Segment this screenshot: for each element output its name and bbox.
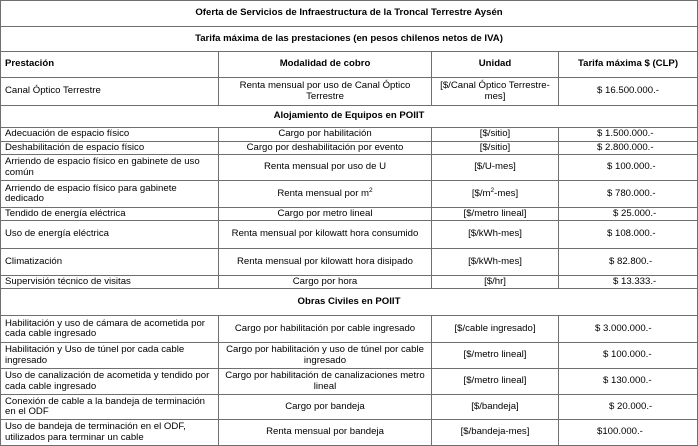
tarifa-value: $ 130.000.-	[603, 375, 652, 387]
tarifa-value: $ 3.000.000.-	[595, 322, 652, 334]
cell-prestacion: Uso de bandeja de terminación en el ODF, utilizados para terminar un cable	[1, 420, 219, 446]
column-header-modalidad: Modalidad de cobro	[219, 52, 432, 78]
unidad-text: [$/m	[471, 187, 491, 199]
table-row	[1, 208, 698, 221]
tarifa-value: $ 108.000.-	[607, 228, 656, 240]
cell-tarifa	[559, 128, 698, 142]
column-header-tarifa: Tarifa máxima $ (CLP)	[559, 52, 698, 78]
cell-tarifa	[559, 142, 698, 155]
cell-prestacion: Canal Óptico Terrestre	[1, 78, 219, 106]
cell-prestacion: Deshabilitación de espacio físico	[1, 142, 219, 155]
cell-tarifa	[559, 78, 698, 106]
cell-unidad: [$/hr]	[432, 276, 559, 289]
tarifa-value: $ 1.500.000.-	[597, 128, 654, 140]
tarifa-value: $ 100.000.-	[603, 349, 652, 361]
cell-tarifa	[559, 221, 698, 249]
cell-prestacion: Climatización	[1, 249, 219, 276]
table-row	[1, 395, 698, 420]
cell-tarifa	[559, 369, 698, 395]
table-row	[1, 128, 698, 142]
table-row	[1, 316, 698, 343]
column-header-unidad: Unidad	[432, 52, 559, 78]
cell-prestacion: Conexión de cable a la bandeja de terminación en el ODF	[1, 395, 219, 420]
table-row	[1, 221, 698, 249]
section-row	[1, 289, 698, 316]
cell-prestacion: Habilitación y uso de cámara de acometida por cada cable ingresado	[1, 316, 219, 343]
cell-unidad: [$/metro lineal]	[432, 343, 559, 369]
modalidad-text: Renta mensual por m	[277, 187, 370, 199]
cell-unidad: [$/bandeja-mes]	[432, 420, 559, 446]
cell-unidad: [$/cable ingresado]	[432, 316, 559, 343]
cell-unidad: [$/Canal Óptico Terrestre-mes]	[432, 78, 559, 106]
table-row	[1, 369, 698, 395]
table-row	[1, 155, 698, 181]
cell-unidad: [$/metro lineal]	[432, 369, 559, 395]
cell-modalidad: Renta mensual por uso de Canal Óptico Terrestre	[219, 78, 432, 106]
cell-prestacion: Tendido de energía eléctrica	[1, 208, 219, 221]
tarifa-value: $ 20.000.-	[609, 400, 653, 412]
cell-modalidad: Cargo por deshabilitación por evento	[219, 142, 432, 155]
cell-modalidad: Renta mensual por uso de U	[219, 155, 432, 181]
tarifa-value: $100.000.-	[597, 426, 643, 438]
table-row	[1, 343, 698, 369]
title-row	[1, 1, 698, 27]
table-row	[1, 181, 698, 208]
cell-tarifa	[559, 249, 698, 276]
cell-modalidad: Cargo por habilitación y uso de túnel por cable ingresado	[219, 343, 432, 369]
tarifa-value: $ 25.000.-	[613, 207, 657, 219]
cell-modalidad	[219, 181, 432, 208]
cell-tarifa	[559, 420, 698, 446]
column-header-prestacion: Prestación	[1, 52, 219, 78]
cell-unidad: [$/bandeja]	[432, 395, 559, 420]
cell-modalidad: Renta mensual por bandeja	[219, 420, 432, 446]
tarifa-value: $ 16.500.000.-	[597, 85, 659, 97]
cell-tarifa	[559, 276, 698, 289]
cell-tarifa	[559, 208, 698, 221]
cell-modalidad: Renta mensual por kilowatt hora disipado	[219, 249, 432, 276]
section-title-obras: Obras Civiles en POIIT	[1, 289, 698, 316]
cell-unidad: [$/sitio]	[432, 128, 559, 142]
cell-modalidad: Cargo por bandeja	[219, 395, 432, 420]
cell-unidad: [$/metro lineal]	[432, 208, 559, 221]
cell-prestacion: Arriendo de espacio físico para gabinete dedicado	[1, 181, 219, 208]
superscript: 2	[490, 186, 495, 194]
section-title-equipos: Alojamiento de Equipos en POIIT	[1, 106, 698, 128]
cell-unidad: [$/kWh-mes]	[432, 249, 559, 276]
cell-modalidad: Cargo por habilitación	[219, 128, 432, 142]
cell-tarifa	[559, 316, 698, 343]
subtitle-row	[1, 27, 698, 52]
cell-modalidad: Cargo por habilitación por cable ingresado	[219, 316, 432, 343]
tarifa-value: $ 780.000.-	[607, 187, 656, 199]
tarifa-value: $ 82.800.-	[609, 255, 653, 267]
cell-tarifa	[559, 395, 698, 420]
table-row	[1, 142, 698, 155]
tarifa-value: $ 2.800.000.-	[597, 141, 654, 153]
table-row	[1, 420, 698, 446]
cell-prestacion: Adecuación de espacio físico	[1, 128, 219, 142]
cell-unidad: [$/kWh-mes]	[432, 221, 559, 249]
table-row	[1, 249, 698, 276]
cell-unidad	[432, 181, 559, 208]
cell-prestacion: Uso de canalización de acometida y tendido por cada cable ingresado	[1, 369, 219, 395]
cell-prestacion: Habilitación y Uso de túnel por cada cable ingresado	[1, 343, 219, 369]
cell-modalidad: Cargo por hora	[219, 276, 432, 289]
table-row	[1, 276, 698, 289]
table-row	[1, 78, 698, 106]
unidad-suffix: -mes]	[494, 187, 519, 199]
superscript: 2	[369, 186, 373, 194]
cell-unidad: [$/sitio]	[432, 142, 559, 155]
cell-tarifa	[559, 181, 698, 208]
cell-unidad: [$/U-mes]	[432, 155, 559, 181]
table-title: Oferta de Servicios de Infraestructura de la Troncal Terrestre Aysén	[1, 1, 698, 27]
cell-tarifa	[559, 343, 698, 369]
section-row	[1, 106, 698, 128]
cell-prestacion: Uso de energía eléctrica	[1, 221, 219, 249]
cell-modalidad: Cargo por habilitación de canalizaciones metro lineal	[219, 369, 432, 395]
cell-prestacion: Supervisión técnico de visitas	[1, 276, 219, 289]
tarifa-value: $ 13.333.-	[613, 275, 657, 287]
tarifa-value: $ 100.000.-	[607, 161, 656, 173]
column-header-row	[1, 52, 698, 78]
cell-modalidad: Cargo por metro lineal	[219, 208, 432, 221]
cell-modalidad: Renta mensual por kilowatt hora consumido	[219, 221, 432, 249]
cell-tarifa	[559, 155, 698, 181]
cell-prestacion: Arriendo de espacio físico en gabinete de uso común	[1, 155, 219, 181]
table-subtitle: Tarifa máxima de las prestaciones (en pesos chilenos netos de IVA)	[1, 27, 698, 52]
